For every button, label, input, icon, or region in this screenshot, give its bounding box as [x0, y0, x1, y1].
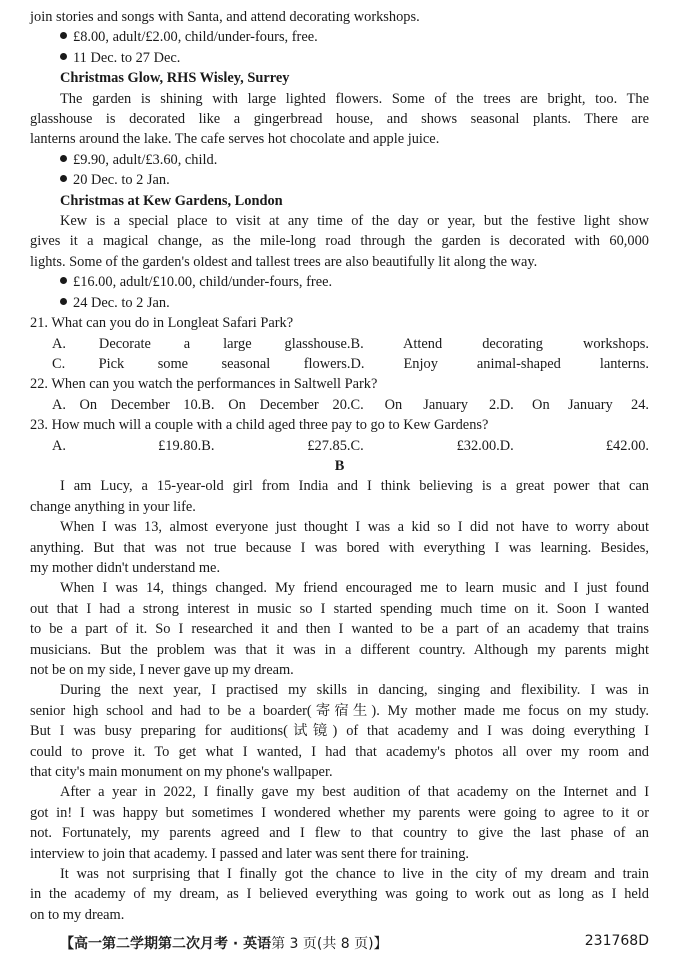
date-item: 24 Dec. to 2 Jan.: [30, 293, 649, 313]
bullet-icon: [60, 32, 67, 39]
option-d[interactable]: D. Enjoy animal-shaped lanterns.: [350, 355, 649, 372]
paragraph-line: musicians. But the problem was that it was in a different country. Although my parents might: [30, 641, 649, 658]
price-item: £16.00, adult/£10.00, child/under-fours, free.: [30, 272, 649, 292]
question-options: [30, 334, 649, 354]
page-footer: [60, 933, 649, 953]
exam-code: 231768D: [584, 933, 649, 949]
section-heading: Christmas at Kew Gardens, London: [60, 192, 283, 209]
option-d[interactable]: D. On January 24.: [499, 396, 649, 413]
option-a[interactable]: A. On December 10.: [52, 396, 202, 413]
bullet-icon: [60, 175, 67, 182]
option-a[interactable]: A. Decorate a large glasshouse.: [52, 335, 351, 352]
paragraph-line: that city's main monument on my phone's wallpaper.: [30, 764, 333, 781]
paragraph-line: out that I had a strong interest in music so I started spending much time on it. Soon I wanted: [30, 600, 649, 617]
paragraph-line: senior high school and had to be a boarder(寄宿生). My mother made me focus on my study.: [30, 702, 649, 719]
paragraph-line: not. Fortunately, my parents agreed and I flew to that country to give the last phase of an: [30, 825, 649, 842]
option-b[interactable]: B. £27.85.: [201, 437, 351, 454]
paragraph-line: lanterns around the lake. The cafe serves hot chocolate and apple juice.: [30, 131, 440, 148]
paragraph-line: change anything in your life.: [30, 498, 196, 515]
paragraph-line: to be a part of it. So I researched it and then I wanted to be a part of an academy that trains: [30, 621, 649, 638]
bullet-icon: [60, 298, 67, 305]
paragraph-line: lights. Some of the garden's oldest and tallest trees are also beautifully lit along the way.: [30, 253, 538, 270]
paragraph-line: not be on my side, I never gave up my dream.: [30, 662, 294, 678]
bullet-icon: [60, 155, 67, 162]
paragraph-line: in the academy of my dream, as I believed everything was going to work out as long as I held: [30, 886, 649, 903]
price-item: £9.90, adult/£3.60, child.: [30, 150, 649, 170]
paragraph-line: When I was 14, things changed. My friend encouraged me to learn music and I just found: [60, 580, 649, 597]
question-stem: 21. What can you do in Longleat Safari Park?: [30, 315, 294, 332]
option-c[interactable]: C. Pick some seasonal flowers.: [52, 355, 351, 372]
paragraph-line: When I was 13, almost everyone just thought I was a kid so I did not have to worry about: [60, 519, 649, 536]
bullet-icon: [60, 53, 67, 60]
option-a[interactable]: A. £19.80.: [52, 437, 202, 454]
paragraph-line: Kew is a special place to visit at any time of the day or year, but the festive light show: [60, 213, 649, 230]
paragraph-line: could to prove it. To get what I wanted, I had that academy's photos all over my room and: [30, 743, 649, 760]
section-heading: Christmas Glow, RHS Wisley, Surrey: [60, 70, 290, 87]
exam-title: 【高一第二学期第二次月考 · 英语: [60, 936, 272, 952]
date-item: 11 Dec. to 27 Dec.: [30, 48, 649, 68]
price-item: £8.00, adult/£2.00, child/under-fours, free.: [30, 27, 649, 47]
question-stem: 23. How much will a couple with a child aged three pay to go to Kew Gardens?: [30, 417, 489, 434]
footer-title: [60, 933, 388, 953]
option-b[interactable]: B. On December 20.: [201, 396, 351, 413]
section-label: B: [334, 457, 345, 474]
question-options: [30, 354, 649, 374]
passage-a-text: join stories and songs with Santa, and attend decorating workshops.: [30, 9, 420, 25]
option-c[interactable]: C. £32.00.: [350, 437, 500, 454]
option-b[interactable]: B. Attend decorating workshops.: [350, 335, 649, 352]
page-number: 第 3 页(共 8 页)】: [271, 936, 388, 952]
paragraph-line: During the next year, I practised my skills in dancing, singing and flexibility. I was in: [60, 682, 649, 699]
paragraph-line: The garden is shining with large lighted flowers. Some of the trees are bright, too. The: [60, 90, 649, 107]
option-c[interactable]: C. On January 2.: [350, 396, 500, 413]
paragraph-line: interview to join that academy. I passed and later was sent there for training.: [30, 845, 470, 862]
paragraph-line: I am Lucy, a 15-year-old girl from India and I think believing is a great power that can: [60, 478, 649, 495]
paragraph-line: glasshouse is decorated like a gingerbread house, and shows seasonal plants. There are: [30, 111, 649, 128]
bullet-icon: [60, 277, 67, 284]
option-d[interactable]: D. £42.00.: [499, 437, 649, 454]
paragraph-line: gives it a magical change, as the mile-long road through the garden is decorated with 60,000: [30, 233, 649, 250]
paragraph-line: It was not surprising that I finally got the chance to live in the city of my dream and train: [60, 866, 649, 883]
question-stem: 22. When can you watch the performances in Saltwell Park?: [30, 376, 378, 393]
paragraph-line: anything. But that was not true because I was bored with everything I was learning. Besides,: [30, 539, 649, 556]
date-item: 20 Dec. to 2 Jan.: [30, 170, 649, 190]
paragraph-line: my mother didn't understand me.: [30, 559, 221, 576]
paragraph-line: After a year in 2022, I finally gave my best audition of that academy on the Internet and I: [60, 784, 649, 801]
paragraph-line: got in! I was happy but sometimes I wondered whether my parents were going to agree to it or: [30, 804, 649, 821]
question-options: [30, 436, 649, 456]
paragraph-line: on to my dream.: [30, 906, 125, 923]
paragraph-line: But I was busy preparing for auditions(试镜) of that academy and I was doing everything I: [30, 723, 649, 740]
question-options: [30, 395, 649, 415]
